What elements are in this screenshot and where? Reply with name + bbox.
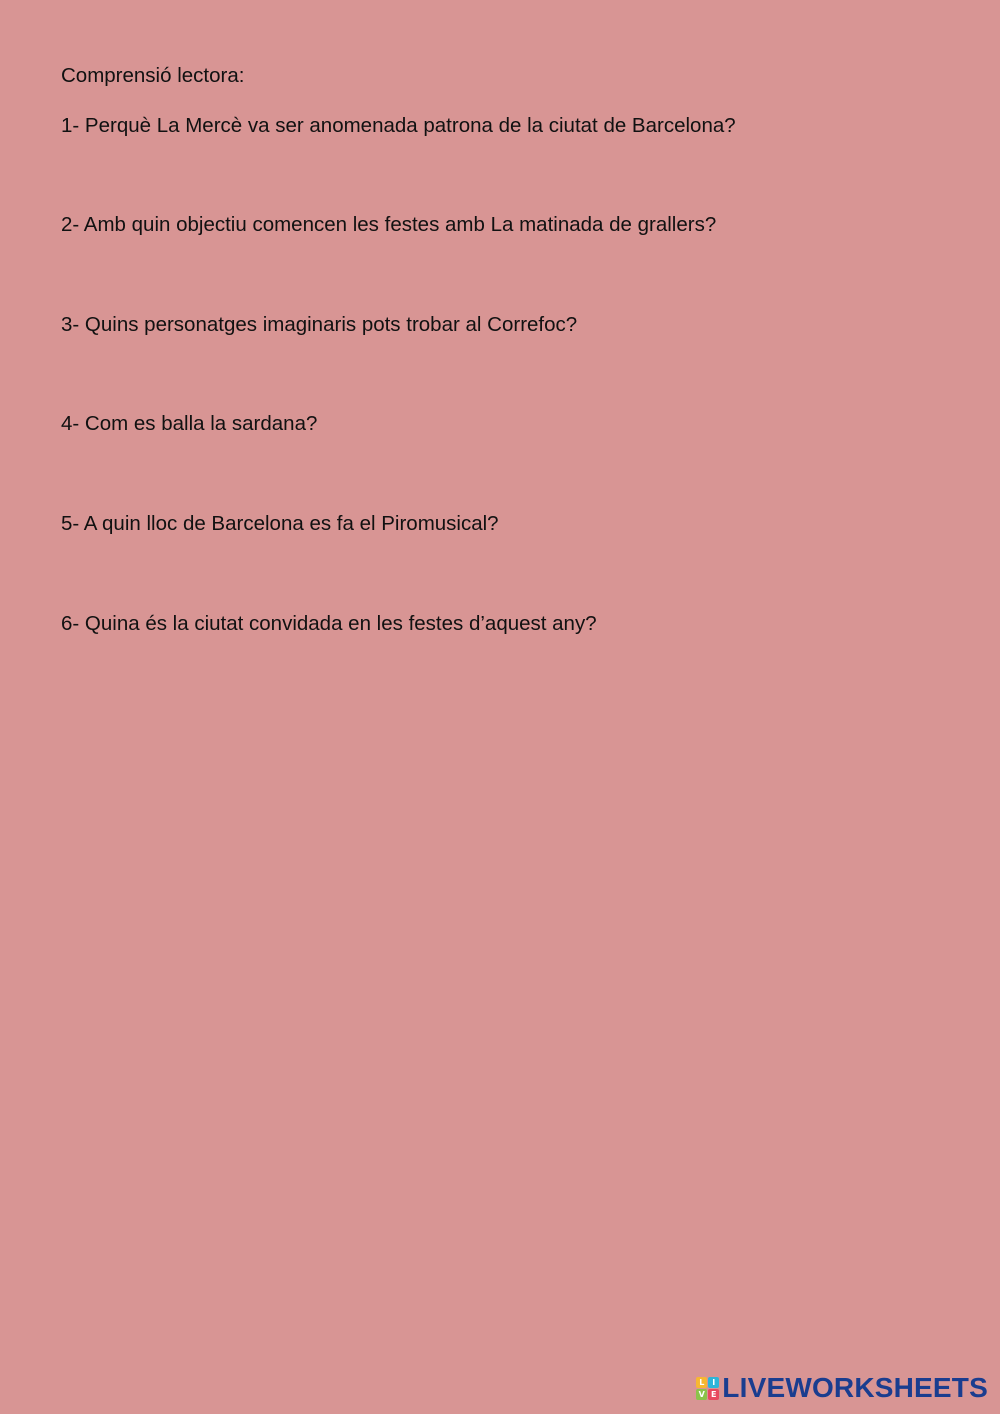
logo-mark-letter: V xyxy=(696,1389,707,1400)
question-3: 3- Quins personatges imaginaris pots trobar al Correfoc? xyxy=(61,313,578,336)
question-6: 6- Quina és la ciutat convidada en les festes d’aquest any? xyxy=(61,612,597,635)
logo-mark-letter: E xyxy=(708,1389,719,1400)
question-1: 1- Perquè La Mercè va ser anomenada patrona de la ciutat de Barcelona? xyxy=(61,114,736,137)
logo-text: LIVEWORKSHEETS xyxy=(722,1372,988,1403)
question-2: 2- Amb quin objectiu comencen les festes amb La matinada de grallers? xyxy=(61,213,717,236)
liveworksheets-logo-icon xyxy=(696,1377,719,1400)
logo-mark-letter: I xyxy=(708,1377,719,1388)
logo-mark-letter: L xyxy=(696,1377,707,1388)
worksheet-title: Comprensió lectora: xyxy=(61,64,245,87)
question-5: 5- A quin lloc de Barcelona es fa el Piromusical? xyxy=(61,512,499,535)
liveworksheets-logo xyxy=(696,1372,988,1404)
question-4: 4- Com es balla la sardana? xyxy=(61,412,318,435)
